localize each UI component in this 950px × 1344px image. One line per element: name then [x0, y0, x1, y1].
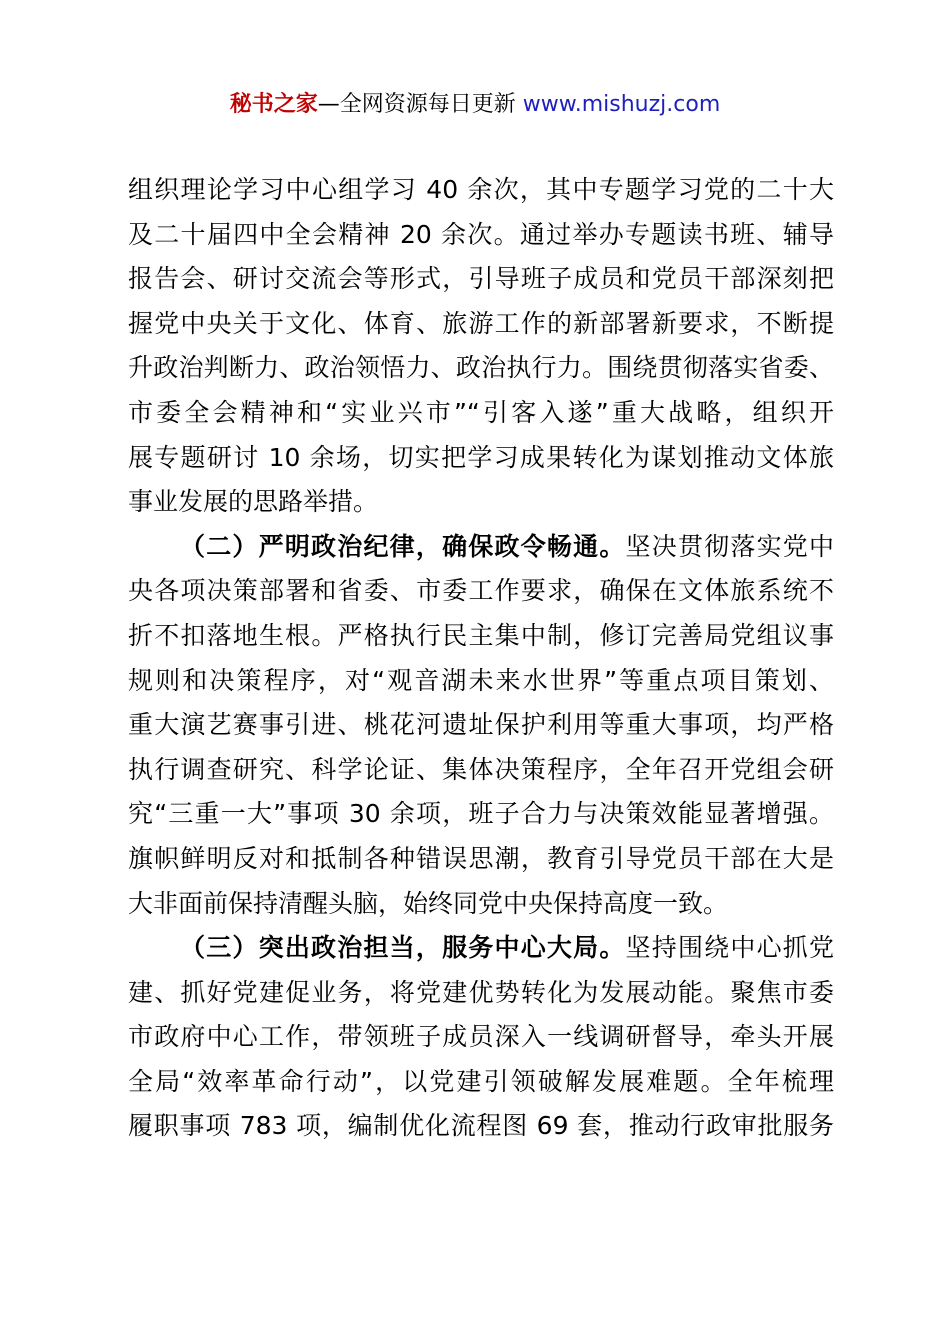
text-line: 组织理论学习中心组学习 40 余次，其中专题学习党的二十大 [128, 175, 834, 204]
text-line: 展专题研讨 10 余场，切实把学习成果转化为谋划推动文体旅 [128, 442, 834, 472]
paragraph-first-line [128, 926, 834, 971]
text-line: 市委全会精神和“实业兴市”“引客入遂”重大战略，组织开 [128, 397, 834, 427]
text-line: 事业发展的思路举措。 [128, 487, 379, 517]
paragraph-1 [128, 168, 834, 525]
text-line: 规则和决策程序，对“观音湖未来水世界”等重点项目策划、 [128, 665, 834, 695]
paragraph-3 [128, 926, 834, 1149]
text-line: 履职事项 783 项，编制优化流程图 69 套，推动行政审批服务 [128, 1111, 834, 1141]
section-heading: （二）严明政治纪律，确保政令畅通。 [180, 531, 626, 561]
paragraph-first-line [128, 525, 834, 570]
text-line: 握党中央关于文化、体育、旅游工作的新部署新要求，不断提 [128, 308, 834, 338]
text-line: 究“三重一大”事项 30 余项，班子合力与决策效能显著增强。 [128, 799, 834, 829]
document-body [128, 168, 834, 1149]
text-line: 升政治判断力、政治领悟力、政治执行力。围绕贯彻落实省委、 [128, 353, 834, 383]
text-run: 坚决贯彻落实党中 [625, 531, 834, 561]
text-line: 旗帜鲜明反对和抵制各种错误思潮，教育引导党员干部在大是 [128, 843, 834, 873]
header-tagline: —全网资源每日更新 [317, 92, 516, 117]
brand-name: 秘书之家 [229, 92, 318, 117]
text-line: 全局“效率革命行动”，以党建引领破解发展难题。全年梳理 [128, 1066, 834, 1096]
text-line: 折不扣落地生根。严格执行民主集中制，修订完善局党组议事 [128, 620, 834, 650]
text-line: 重大演艺赛事引进、桃花河遗址保护利用等重大事项，均严格 [128, 710, 834, 740]
header-url[interactable]: www.mishuzj.com [522, 92, 721, 117]
text-line: 及二十届四中全会精神 20 余次。通过举办专题读书班、辅导 [128, 219, 834, 249]
text-line: 市政府中心工作，带领班子成员深入一线调研督导，牵头开展 [128, 1022, 834, 1052]
paragraph-2 [128, 525, 834, 926]
text-line: 建、抓好党建促业务，将党建优势转化为发展动能。聚焦市委 [128, 977, 834, 1007]
text-line: 报告会、研讨交流会等形式，引导班子成员和党员干部深刻把 [128, 264, 834, 294]
text-line: 大非面前保持清醒头脑，始终同党中央保持高度一致。 [128, 888, 729, 918]
section-heading: （三）突出政治担当，服务中心大局。 [180, 933, 626, 963]
text-run: 坚持围绕中心抓党 [625, 933, 834, 963]
text-line: 执行调查研究、科学论证、集体决策程序，全年召开党组会研 [128, 754, 834, 784]
text-line: 央各项决策部署和省委、市委工作要求，确保在文体旅系统不 [128, 576, 834, 606]
page-header [0, 88, 950, 122]
